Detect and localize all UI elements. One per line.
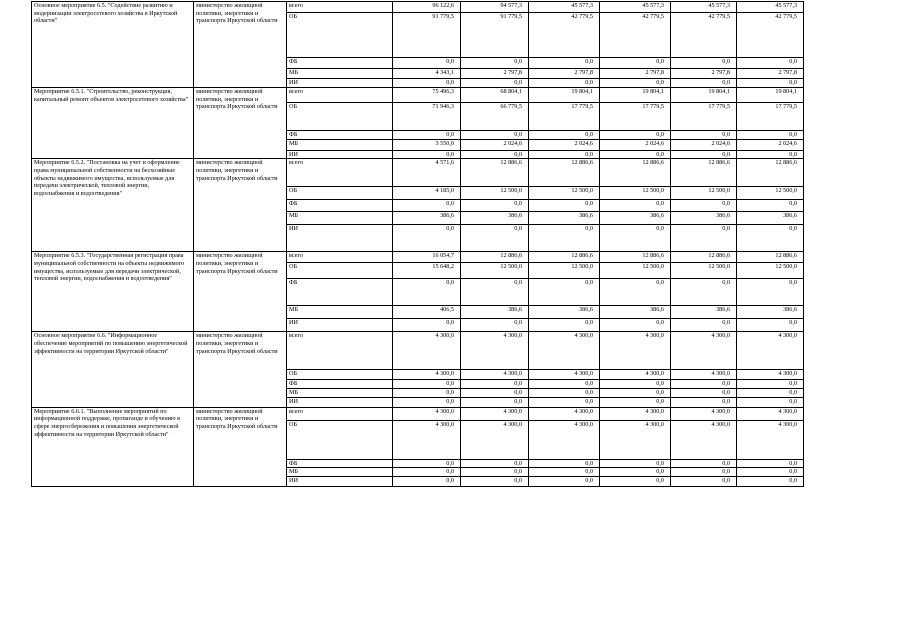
amount-cell: 0,0 xyxy=(671,131,737,140)
amount-cell: 2 024,6 xyxy=(529,140,600,151)
amount-cell: 0,0 xyxy=(529,319,600,332)
amount-cell: 0,0 xyxy=(671,319,737,332)
amount-cell: 0,0 xyxy=(600,397,671,407)
amount-cell: 12 886,6 xyxy=(529,252,600,263)
amount-cell: 0,0 xyxy=(671,476,737,486)
amount-cell: 12 886,6 xyxy=(529,159,600,187)
funding-source: ИИ xyxy=(287,151,393,159)
amount-cell: 0,0 xyxy=(529,225,600,252)
amount-cell: 12 500,0 xyxy=(461,187,529,200)
amount-cell: 4 300,0 xyxy=(737,407,804,420)
amount-cell: 0,0 xyxy=(529,459,600,467)
funding-source: ФБ xyxy=(287,58,393,69)
amount-cell: 0,0 xyxy=(461,319,529,332)
amount-cell: 0,0 xyxy=(737,388,804,397)
budget-table xyxy=(31,1,804,487)
amount-cell: 0,0 xyxy=(393,319,461,332)
funding-source: МБ xyxy=(287,468,393,476)
amount-cell: 12 886,6 xyxy=(461,252,529,263)
amount-cell: 71 946,3 xyxy=(393,103,461,131)
amount-cell: 0,0 xyxy=(393,279,461,306)
amount-cell: 0,0 xyxy=(600,58,671,69)
amount-cell: 12 886,6 xyxy=(671,159,737,187)
amount-cell: 386,6 xyxy=(737,306,804,319)
amount-cell: 4 300,0 xyxy=(461,407,529,420)
amount-cell: 91 779,5 xyxy=(461,13,529,58)
budget-table-sheet xyxy=(31,1,804,487)
amount-cell: 19 804,1 xyxy=(737,88,804,103)
amount-cell: 2 024,6 xyxy=(737,140,804,151)
amount-cell: 0,0 xyxy=(393,459,461,467)
amount-cell: 12 500,0 xyxy=(737,263,804,279)
amount-cell: 12 500,0 xyxy=(600,187,671,200)
amount-cell: 0,0 xyxy=(529,476,600,486)
amount-cell: 0,0 xyxy=(393,58,461,69)
amount-cell: 0,0 xyxy=(393,388,461,397)
funding-source: всего xyxy=(287,252,393,263)
amount-cell: 0,0 xyxy=(600,468,671,476)
amount-cell: 45 577,3 xyxy=(737,2,804,13)
amount-cell: 386,6 xyxy=(529,306,600,319)
funding-source: ОБ xyxy=(287,103,393,131)
amount-cell: 0,0 xyxy=(671,58,737,69)
amount-cell: 3 550,0 xyxy=(393,140,461,151)
amount-cell: 0,0 xyxy=(461,380,529,388)
amount-cell: 0,0 xyxy=(529,397,600,407)
amount-cell: 0,0 xyxy=(600,225,671,252)
amount-cell: 386,6 xyxy=(600,306,671,319)
amount-cell: 19 804,1 xyxy=(529,88,600,103)
amount-cell: 0,0 xyxy=(737,380,804,388)
amount-cell: 0,0 xyxy=(600,200,671,212)
amount-cell: 75 496,3 xyxy=(393,88,461,103)
funding-source: МБ xyxy=(287,306,393,319)
amount-cell: 0,0 xyxy=(671,151,737,159)
amount-cell: 12 886,6 xyxy=(737,252,804,263)
amount-cell: 94 577,3 xyxy=(461,2,529,13)
amount-cell: 0,0 xyxy=(737,79,804,88)
amount-cell: 0,0 xyxy=(600,79,671,88)
amount-cell: 4 300,0 xyxy=(393,370,461,380)
budget-table-body xyxy=(32,2,804,487)
amount-cell: 4 300,0 xyxy=(461,332,529,370)
amount-cell: 12 500,0 xyxy=(529,187,600,200)
amount-cell: 91 779,5 xyxy=(393,13,461,58)
amount-cell: 2 797,8 xyxy=(461,69,529,79)
funding-source: всего xyxy=(287,332,393,370)
amount-cell: 0,0 xyxy=(529,380,600,388)
amount-cell: 0,0 xyxy=(529,131,600,140)
amount-cell: 386,6 xyxy=(671,306,737,319)
amount-cell: 0,0 xyxy=(529,279,600,306)
amount-cell: 0,0 xyxy=(600,279,671,306)
amount-cell: 0,0 xyxy=(671,79,737,88)
amount-cell: 15 648,2 xyxy=(393,263,461,279)
amount-cell: 42 779,5 xyxy=(737,13,804,58)
amount-cell: 2 797,8 xyxy=(529,69,600,79)
amount-cell: 4 300,0 xyxy=(529,420,600,459)
amount-cell: 2 797,8 xyxy=(671,69,737,79)
amount-cell: 4 300,0 xyxy=(461,370,529,380)
amount-cell: 386,6 xyxy=(600,212,671,225)
amount-cell: 0,0 xyxy=(461,388,529,397)
amount-cell: 0,0 xyxy=(671,225,737,252)
amount-cell: 0,0 xyxy=(461,397,529,407)
amount-cell: 12 500,0 xyxy=(600,263,671,279)
amount-cell: 4 300,0 xyxy=(737,370,804,380)
amount-cell: 42 779,5 xyxy=(671,13,737,58)
funding-source: ФБ xyxy=(287,380,393,388)
amount-cell: 0,0 xyxy=(737,279,804,306)
amount-cell: 2 024,6 xyxy=(671,140,737,151)
measure-title: Мероприятие 6.5.2. "Постановка на учет и оформление права муниципальной собственности на бесхозяйные объекты недвижимого имущества, используемые для передачи электрической, тепловой энергии, водоснабжения и водоотведения" xyxy=(32,159,194,252)
amount-cell: 4 300,0 xyxy=(671,407,737,420)
funding-source: ИИ xyxy=(287,476,393,486)
amount-cell: 42 779,5 xyxy=(600,13,671,58)
measure-title: Основное мероприятие 6.5. "Содействие развитию и модернизации электросетевого хозяйства в Иркутской области" xyxy=(32,2,194,88)
measure-title: Основное мероприятие 6.6. "Информационное обеспечение мероприятий по повышению энергетической эффективности на территории Иркутской области" xyxy=(32,332,194,407)
amount-cell: 66 779,5 xyxy=(461,103,529,131)
amount-cell: 0,0 xyxy=(737,459,804,467)
amount-cell: 0,0 xyxy=(737,476,804,486)
table-row xyxy=(32,252,804,263)
amount-cell: 4 300,0 xyxy=(393,407,461,420)
amount-cell: 42 779,5 xyxy=(529,13,600,58)
funding-source: ИИ xyxy=(287,225,393,252)
amount-cell: 4 300,0 xyxy=(737,332,804,370)
amount-cell: 4 300,0 xyxy=(600,420,671,459)
funding-source: ФБ xyxy=(287,459,393,467)
amount-cell: 2 797,8 xyxy=(737,69,804,79)
amount-cell: 2 024,6 xyxy=(600,140,671,151)
funding-source: всего xyxy=(287,407,393,420)
amount-cell: 0,0 xyxy=(529,388,600,397)
amount-cell: 0,0 xyxy=(393,225,461,252)
funding-source: всего xyxy=(287,88,393,103)
amount-cell: 45 577,3 xyxy=(529,2,600,13)
amount-cell: 0,0 xyxy=(529,468,600,476)
table-row xyxy=(32,88,804,103)
funding-source: ФБ xyxy=(287,131,393,140)
table-row xyxy=(32,2,804,13)
amount-cell: 2 024,6 xyxy=(461,140,529,151)
amount-cell: 12 500,0 xyxy=(461,263,529,279)
funding-source: ИИ xyxy=(287,319,393,332)
amount-cell: 17 779,5 xyxy=(737,103,804,131)
amount-cell: 0,0 xyxy=(461,476,529,486)
amount-cell: 0,0 xyxy=(737,200,804,212)
amount-cell: 0,0 xyxy=(600,388,671,397)
amount-cell: 12 886,6 xyxy=(461,159,529,187)
amount-cell: 0,0 xyxy=(529,58,600,69)
amount-cell: 4 300,0 xyxy=(600,370,671,380)
amount-cell: 0,0 xyxy=(737,225,804,252)
funding-source: ОБ xyxy=(287,13,393,58)
amount-cell: 16 054,7 xyxy=(393,252,461,263)
amount-cell: 4 300,0 xyxy=(600,407,671,420)
funding-source: ИИ xyxy=(287,397,393,407)
amount-cell: 19 804,1 xyxy=(600,88,671,103)
amount-cell: 0,0 xyxy=(737,58,804,69)
amount-cell: 0,0 xyxy=(393,131,461,140)
amount-cell: 0,0 xyxy=(529,79,600,88)
amount-cell: 45 577,3 xyxy=(671,2,737,13)
amount-cell: 0,0 xyxy=(737,131,804,140)
amount-cell: 0,0 xyxy=(671,279,737,306)
amount-cell: 0,0 xyxy=(393,468,461,476)
executor-name: министерство жилищной политики, энергетики и транспорта Иркутской области xyxy=(194,88,287,159)
amount-cell: 0,0 xyxy=(461,200,529,212)
funding-source: МБ xyxy=(287,388,393,397)
amount-cell: 386,6 xyxy=(737,212,804,225)
amount-cell: 2 797,8 xyxy=(600,69,671,79)
amount-cell: 4 300,0 xyxy=(393,420,461,459)
amount-cell: 4 300,0 xyxy=(529,407,600,420)
amount-cell: 0,0 xyxy=(671,380,737,388)
amount-cell: 0,0 xyxy=(461,468,529,476)
amount-cell: 406,5 xyxy=(393,306,461,319)
executor-name: министерство жилищной политики, энергетики и транспорта Иркутской области xyxy=(194,159,287,252)
amount-cell: 0,0 xyxy=(600,459,671,467)
amount-cell: 4 571,6 xyxy=(393,159,461,187)
amount-cell: 4 300,0 xyxy=(529,332,600,370)
executor-name: министерство жилищной политики, энергетики и транспорта Иркутской области xyxy=(194,332,287,407)
amount-cell: 4 185,0 xyxy=(393,187,461,200)
amount-cell: 0,0 xyxy=(393,151,461,159)
table-row xyxy=(32,407,804,420)
amount-cell: 0,0 xyxy=(461,459,529,467)
amount-cell: 0,0 xyxy=(461,151,529,159)
table-row xyxy=(32,332,804,370)
amount-cell: 45 577,3 xyxy=(600,2,671,13)
amount-cell: 0,0 xyxy=(671,468,737,476)
amount-cell: 0,0 xyxy=(461,225,529,252)
amount-cell: 0,0 xyxy=(671,459,737,467)
amount-cell: 4 300,0 xyxy=(737,420,804,459)
amount-cell: 17 779,5 xyxy=(529,103,600,131)
amount-cell: 68 804,1 xyxy=(461,88,529,103)
amount-cell: 0,0 xyxy=(529,151,600,159)
amount-cell: 0,0 xyxy=(529,200,600,212)
measure-title: Мероприятие 6.5.3. "Государственная регистрация права муниципальной собственности на объекты недвижимого имущества, используемые для передачи электрической, тепловой энергии, водоснабжения и водоотведения" xyxy=(32,252,194,332)
funding-source: всего xyxy=(287,159,393,187)
amount-cell: 96 122,6 xyxy=(393,2,461,13)
amount-cell: 12 886,6 xyxy=(737,159,804,187)
amount-cell: 386,6 xyxy=(461,306,529,319)
funding-source: МБ xyxy=(287,140,393,151)
amount-cell: 0,0 xyxy=(671,200,737,212)
funding-source: ОБ xyxy=(287,263,393,279)
amount-cell: 0,0 xyxy=(600,151,671,159)
amount-cell: 12 500,0 xyxy=(671,187,737,200)
amount-cell: 4 300,0 xyxy=(461,420,529,459)
amount-cell: 0,0 xyxy=(461,58,529,69)
funding-source: ФБ xyxy=(287,200,393,212)
table-row xyxy=(32,159,804,187)
amount-cell: 0,0 xyxy=(737,468,804,476)
amount-cell: 0,0 xyxy=(393,397,461,407)
amount-cell: 19 804,1 xyxy=(671,88,737,103)
amount-cell: 0,0 xyxy=(737,151,804,159)
measure-title: Мероприятие 6.6.1. "Выполнение мероприятий по информационной поддержке, пропаганде и обучению в сфере энергосбережения и повышения энергетической эффективности на территории Иркутской области" xyxy=(32,407,194,486)
amount-cell: 4 300,0 xyxy=(529,370,600,380)
amount-cell: 4 343,1 xyxy=(393,69,461,79)
funding-source: МБ xyxy=(287,212,393,225)
amount-cell: 17 779,5 xyxy=(600,103,671,131)
amount-cell: 0,0 xyxy=(393,476,461,486)
funding-source: ОБ xyxy=(287,370,393,380)
amount-cell: 17 779,5 xyxy=(671,103,737,131)
amount-cell: 0,0 xyxy=(600,380,671,388)
amount-cell: 4 300,0 xyxy=(671,420,737,459)
amount-cell: 0,0 xyxy=(671,388,737,397)
measure-title: Мероприятие 6.5.1. "Строительство, реконструкция, капитальный ремонт объектов электросетевого хозяйства" xyxy=(32,88,194,159)
amount-cell: 386,6 xyxy=(529,212,600,225)
amount-cell: 12 886,6 xyxy=(671,252,737,263)
amount-cell: 4 300,0 xyxy=(393,332,461,370)
amount-cell: 386,6 xyxy=(393,212,461,225)
amount-cell: 0,0 xyxy=(393,200,461,212)
amount-cell: 12 886,6 xyxy=(600,159,671,187)
amount-cell: 4 300,0 xyxy=(671,370,737,380)
amount-cell: 386,6 xyxy=(461,212,529,225)
executor-name: министерство жилищной политики, энергетики и транспорта Иркутской области xyxy=(194,252,287,332)
amount-cell: 12 500,0 xyxy=(737,187,804,200)
amount-cell: 4 300,0 xyxy=(671,332,737,370)
funding-source: ОБ xyxy=(287,187,393,200)
executor-name: министерство жилищной политики, энергетики и транспорта Иркутской области xyxy=(194,2,287,88)
amount-cell: 4 300,0 xyxy=(600,332,671,370)
amount-cell: 12 886,6 xyxy=(600,252,671,263)
amount-cell: 386,6 xyxy=(671,212,737,225)
amount-cell: 0,0 xyxy=(671,397,737,407)
funding-source: ФБ xyxy=(287,279,393,306)
executor-name: министерство жилищной политики, энергетики и транспорта Иркутской области xyxy=(194,407,287,486)
amount-cell: 0,0 xyxy=(461,131,529,140)
amount-cell: 12 500,0 xyxy=(671,263,737,279)
funding-source: ОБ xyxy=(287,420,393,459)
amount-cell: 0,0 xyxy=(461,279,529,306)
funding-source: МБ xyxy=(287,69,393,79)
amount-cell: 0,0 xyxy=(393,79,461,88)
amount-cell: 0,0 xyxy=(600,131,671,140)
amount-cell: 0,0 xyxy=(737,397,804,407)
funding-source: всего xyxy=(287,2,393,13)
amount-cell: 0,0 xyxy=(737,319,804,332)
amount-cell: 0,0 xyxy=(600,476,671,486)
amount-cell: 0,0 xyxy=(393,380,461,388)
amount-cell: 0,0 xyxy=(600,319,671,332)
amount-cell: 12 500,0 xyxy=(529,263,600,279)
funding-source: ИИ xyxy=(287,79,393,88)
amount-cell: 0,0 xyxy=(461,79,529,88)
